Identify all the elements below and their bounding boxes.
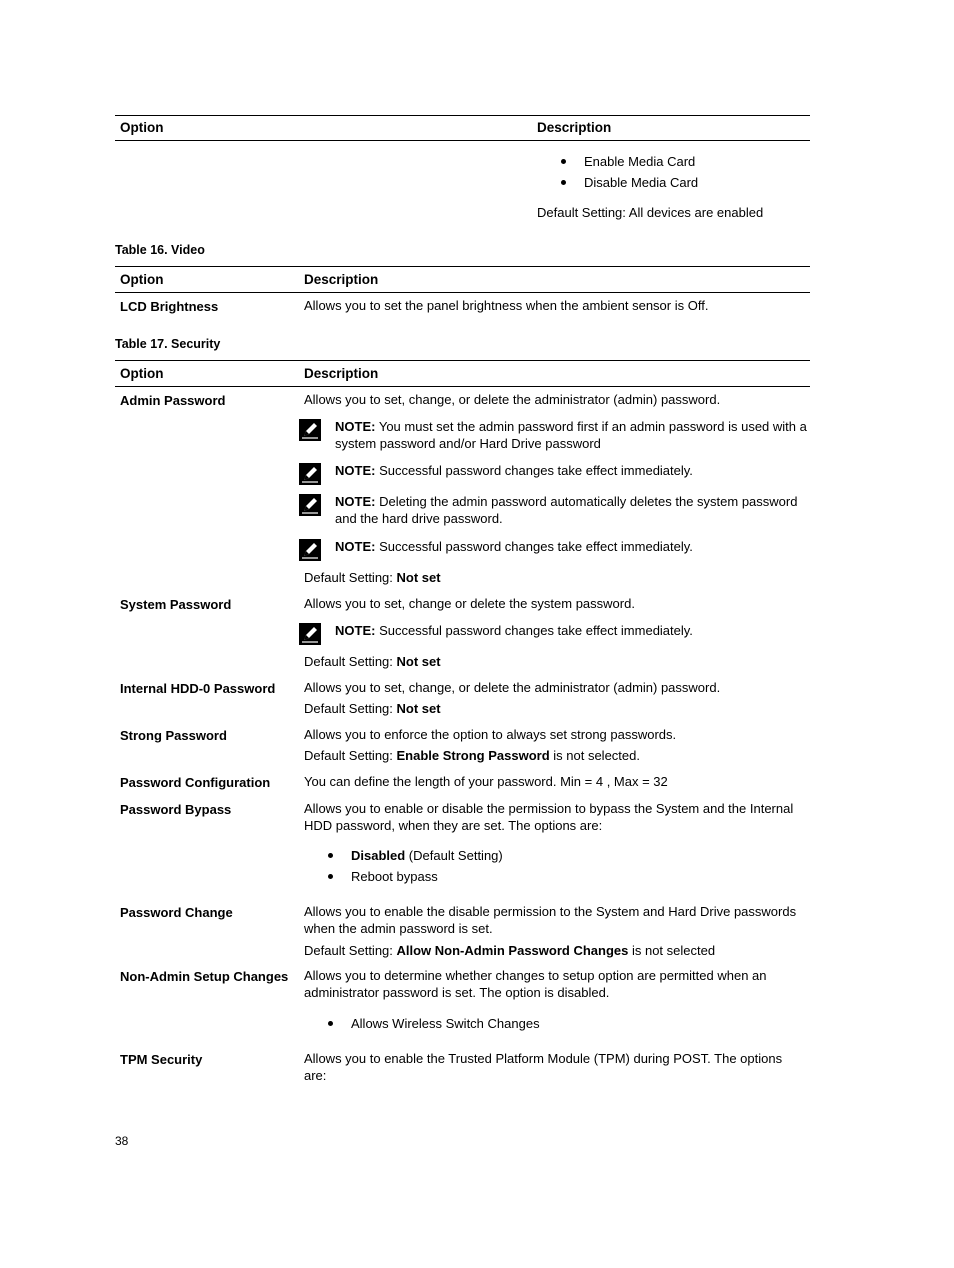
list-item: Disabled (Default Setting)	[351, 848, 503, 863]
note-text: NOTE: Deleting the admin password automatically deletes the system password and the hard drive password.	[335, 494, 798, 526]
option-system-password: System Password	[120, 597, 232, 612]
list-item: Allows Wireless Switch Changes	[351, 1016, 540, 1031]
option-admin-password: Admin Password	[120, 393, 226, 408]
table17-header-option: Option	[120, 366, 164, 381]
list-item: Reboot bypass	[351, 869, 438, 884]
page-number: 38	[115, 1134, 129, 1148]
default-setting: Default Setting: Allow Non-Admin Password Changes is not selected	[304, 943, 716, 958]
desc-lcd-brightness: Allows you to set the panel brightness when the ambient sensor is Off.	[304, 298, 709, 313]
default-setting: Default Setting: Not set	[304, 654, 441, 669]
list-item: Disable Media Card	[584, 175, 699, 190]
note-pencil-icon	[299, 539, 321, 561]
table17-top-rule	[115, 360, 810, 361]
note-pencil-icon	[299, 419, 321, 441]
bullet	[328, 874, 333, 879]
option-strong-password: Strong Password	[120, 728, 227, 743]
option-password-bypass: Password Bypass	[120, 802, 232, 817]
option-tpm-security: TPM Security	[120, 1052, 203, 1067]
default-setting: Default Setting: Not set	[304, 570, 441, 585]
table15-top-rule	[115, 115, 810, 116]
bullet	[328, 853, 333, 858]
note-text: NOTE: Successful password changes take effect immediately.	[335, 623, 693, 638]
desc-password-configuration: You can define the length of your password. Min = 4 , Max = 32	[304, 774, 668, 789]
table15-header-option: Option	[120, 120, 164, 135]
option-non-admin-setup-changes: Non-Admin Setup Changes	[120, 969, 289, 984]
note-text: NOTE: Successful password changes take effect immediately.	[335, 539, 693, 554]
note-text: NOTE: Successful password changes take effect immediately.	[335, 463, 693, 478]
table16-header-option: Option	[120, 272, 164, 287]
option-lcd-brightness: LCD Brightness	[120, 299, 219, 314]
desc-password-bypass: Allows you to enable or disable the permission to bypass the System and the Internal HDD password, when they are set. The options are:	[304, 801, 794, 833]
bullet	[328, 1021, 333, 1026]
table17-caption: Table 17. Security	[115, 337, 221, 351]
option-password-configuration: Password Configuration	[120, 775, 271, 790]
note-pencil-icon	[299, 623, 321, 645]
default-setting: Default Setting: Enable Strong Password is not selected.	[304, 748, 640, 763]
table15-header-rule	[115, 140, 810, 141]
table17-header-rule	[115, 386, 810, 387]
option-internal-hdd-password: Internal HDD-0 Password	[120, 681, 276, 696]
list-item: Enable Media Card	[584, 154, 696, 169]
desc-strong-password: Allows you to enforce the option to always set strong passwords.	[304, 727, 677, 742]
default-setting: Default Setting: Not set	[304, 701, 441, 716]
option-password-change: Password Change	[120, 905, 233, 920]
desc-password-change: Allows you to enable the disable permission to the System and Hard Drive passwords when the admin password is set.	[304, 904, 797, 936]
table17-header-description: Description	[304, 366, 379, 381]
desc-tpm-security: Allows you to enable the Trusted Platform Module (TPM) during POST. The options are:	[304, 1051, 783, 1083]
note-pencil-icon	[299, 494, 321, 516]
desc-admin-password: Allows you to set, change, or delete the administrator (admin) password.	[304, 392, 721, 407]
desc-system-password: Allows you to set, change or delete the system password.	[304, 596, 635, 611]
bullet	[561, 159, 566, 164]
table16-top-rule	[115, 266, 810, 267]
table15-header-description: Description	[537, 120, 612, 135]
note-text: NOTE: You must set the admin password first if an admin password is used with a system password and/or Hard Drive password	[335, 419, 807, 451]
note-pencil-icon	[299, 463, 321, 485]
table16-caption: Table 16. Video	[115, 243, 205, 257]
desc-non-admin-setup-changes: Allows you to determine whether changes to setup option are permitted when an administrator password is set. The option is disabled.	[304, 968, 767, 1000]
table16-header-description: Description	[304, 272, 379, 287]
desc-internal-hdd-password: Allows you to set, change, or delete the administrator (admin) password.	[304, 680, 721, 695]
bullet	[561, 180, 566, 185]
default-setting: Default Setting: All devices are enabled	[537, 205, 764, 220]
table16-header-rule	[115, 292, 810, 293]
